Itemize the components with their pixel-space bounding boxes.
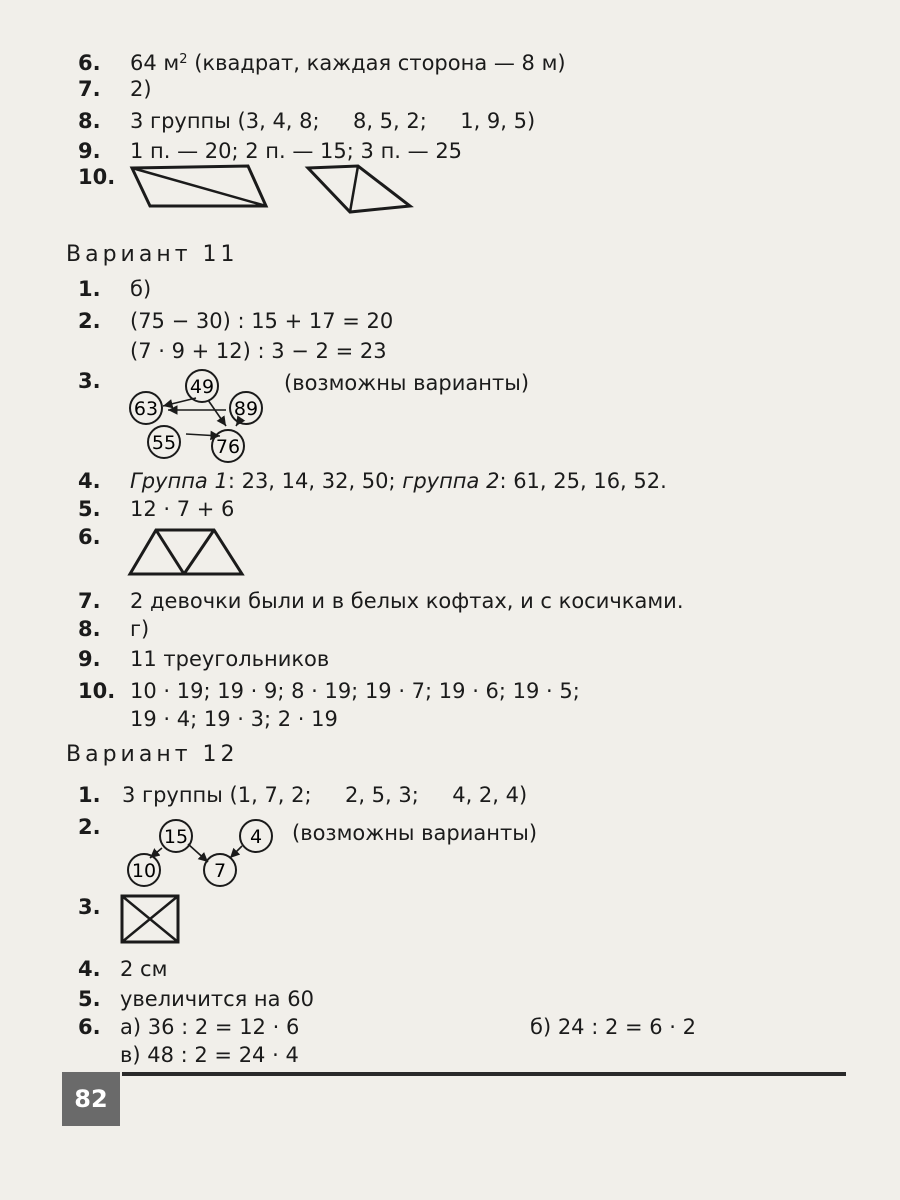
answer-text: (75 − 30) : 15 + 17 = 20 — [130, 309, 394, 333]
group-label: группа 2 — [402, 469, 500, 493]
answer-number: 4. — [78, 957, 101, 981]
answer-number: 2. — [78, 309, 101, 333]
answer-row — [0, 676, 900, 706]
node-label: 15 — [163, 826, 189, 848]
answer-text: 19 · 4; 19 · 3; 2 · 19 — [130, 707, 338, 731]
number-graph — [120, 818, 280, 888]
answer-number: 5. — [78, 987, 101, 1011]
answer-text: 11 треугольников — [130, 647, 330, 671]
footer-rule — [122, 1072, 846, 1076]
answer-number: 8. — [78, 109, 101, 133]
arrow — [163, 398, 196, 406]
answer-number: 10. — [78, 679, 116, 703]
answer-text — [130, 466, 667, 496]
arrow — [208, 400, 226, 426]
answer-row — [0, 984, 900, 1014]
answer-number: 10. — [78, 165, 116, 189]
inner-line — [156, 530, 184, 574]
answer-row — [0, 274, 900, 304]
section-heading-variant-11: Вариант 11 — [66, 242, 239, 267]
page-number: 82 — [62, 1072, 120, 1126]
answer-number: 6. — [78, 525, 101, 549]
group-values: : 61, 25, 16, 52. — [499, 469, 667, 493]
answer-row — [0, 704, 900, 734]
answer-text: 3 группы (3, 4, 8; 8, 5, 2; 1, 9, 5) — [130, 109, 536, 133]
superscript: 2 — [179, 52, 188, 67]
node-label: 89 — [233, 398, 259, 420]
answer-text: б) — [130, 277, 152, 301]
variants-note: (возможны варианты) — [284, 371, 530, 395]
answer-number: 1. — [78, 277, 101, 301]
diagonal-left — [132, 168, 266, 206]
answer-text: 1 п. — 20; 2 п. — 15; 3 п. — 25 — [130, 139, 463, 163]
node-label: 63 — [133, 398, 159, 420]
answer-number: 1. — [78, 783, 101, 807]
answer-text: 2) — [130, 77, 152, 101]
node-label: 10 — [131, 860, 157, 882]
arrow — [230, 846, 242, 858]
answer-number: 3. — [78, 369, 101, 393]
node-label: 76 — [215, 436, 241, 458]
inner-line — [184, 530, 214, 574]
variants-note: (возможны варианты) — [292, 821, 538, 845]
number-graph — [128, 368, 278, 464]
answer-number: 6. — [78, 1015, 101, 1039]
node-label: 7 — [213, 860, 227, 882]
node-label: 55 — [151, 432, 177, 454]
crossed-square-figure — [120, 894, 182, 946]
group-values: : 23, 14, 32, 50; — [227, 469, 403, 493]
answer-row — [0, 466, 900, 496]
answer-text: 12 · 7 + 6 — [130, 497, 235, 521]
answer-row — [0, 614, 900, 644]
section-heading-variant-12: Вариант 12 — [66, 742, 239, 767]
answer-number: 6. — [78, 51, 101, 75]
answer-number: 7. — [78, 589, 101, 613]
answer-number: 9. — [78, 139, 101, 163]
answer-number: 7. — [78, 77, 101, 101]
triangles-figure — [128, 528, 244, 578]
answer-row — [0, 954, 900, 984]
answer-number: 5. — [78, 497, 101, 521]
answer-row — [0, 1012, 900, 1042]
node-label: 49 — [189, 376, 215, 398]
answer-text: г) — [130, 617, 150, 641]
answer-text: а) 36 : 2 = 12 · 6 — [120, 1015, 300, 1039]
answer-row — [0, 306, 900, 336]
parallelogram-right — [308, 166, 410, 212]
answer-tail: (квадрат, каждая сторона — 8 м) — [187, 51, 566, 75]
diagonal-right — [350, 166, 358, 212]
answer-text: 2 см — [120, 957, 168, 981]
answer-text: (7 · 9 + 12) : 3 − 2 = 23 — [130, 339, 387, 363]
answer-row — [0, 780, 900, 810]
answer-text: увеличится на 60 — [120, 987, 314, 1011]
arrow — [188, 844, 208, 862]
group-label: Группа 1 — [130, 469, 228, 493]
answer-row — [0, 336, 900, 366]
answer-number: 8. — [78, 617, 101, 641]
answer-text: 10 · 19; 19 · 9; 8 · 19; 19 · 7; 19 · 6; 19 · 5; — [130, 679, 580, 703]
answer-number: 4. — [78, 469, 101, 493]
answer-text: б) 24 : 2 = 6 · 2 — [530, 1015, 697, 1039]
answer-row — [0, 74, 900, 104]
parallelogram-figures — [128, 160, 418, 216]
answer-number: 2. — [78, 815, 101, 839]
answer-value: 64 м — [130, 51, 180, 75]
answer-text: 3 группы (1, 7, 2; 2, 5, 3; 4, 2, 4) — [122, 783, 528, 807]
answer-text: 2 девочки были и в белых кофтах, и с косичками. — [130, 589, 684, 613]
trapezoid-outline — [130, 530, 242, 574]
answer-row — [0, 106, 900, 136]
answer-row — [0, 644, 900, 674]
answer-number: 3. — [78, 895, 101, 919]
answer-row — [0, 586, 900, 616]
answer-number: 9. — [78, 647, 101, 671]
answer-text: в) 48 : 2 = 24 · 4 — [120, 1043, 299, 1067]
node-label: 4 — [249, 826, 263, 848]
answer-row — [0, 1040, 900, 1070]
answer-row — [0, 494, 900, 524]
